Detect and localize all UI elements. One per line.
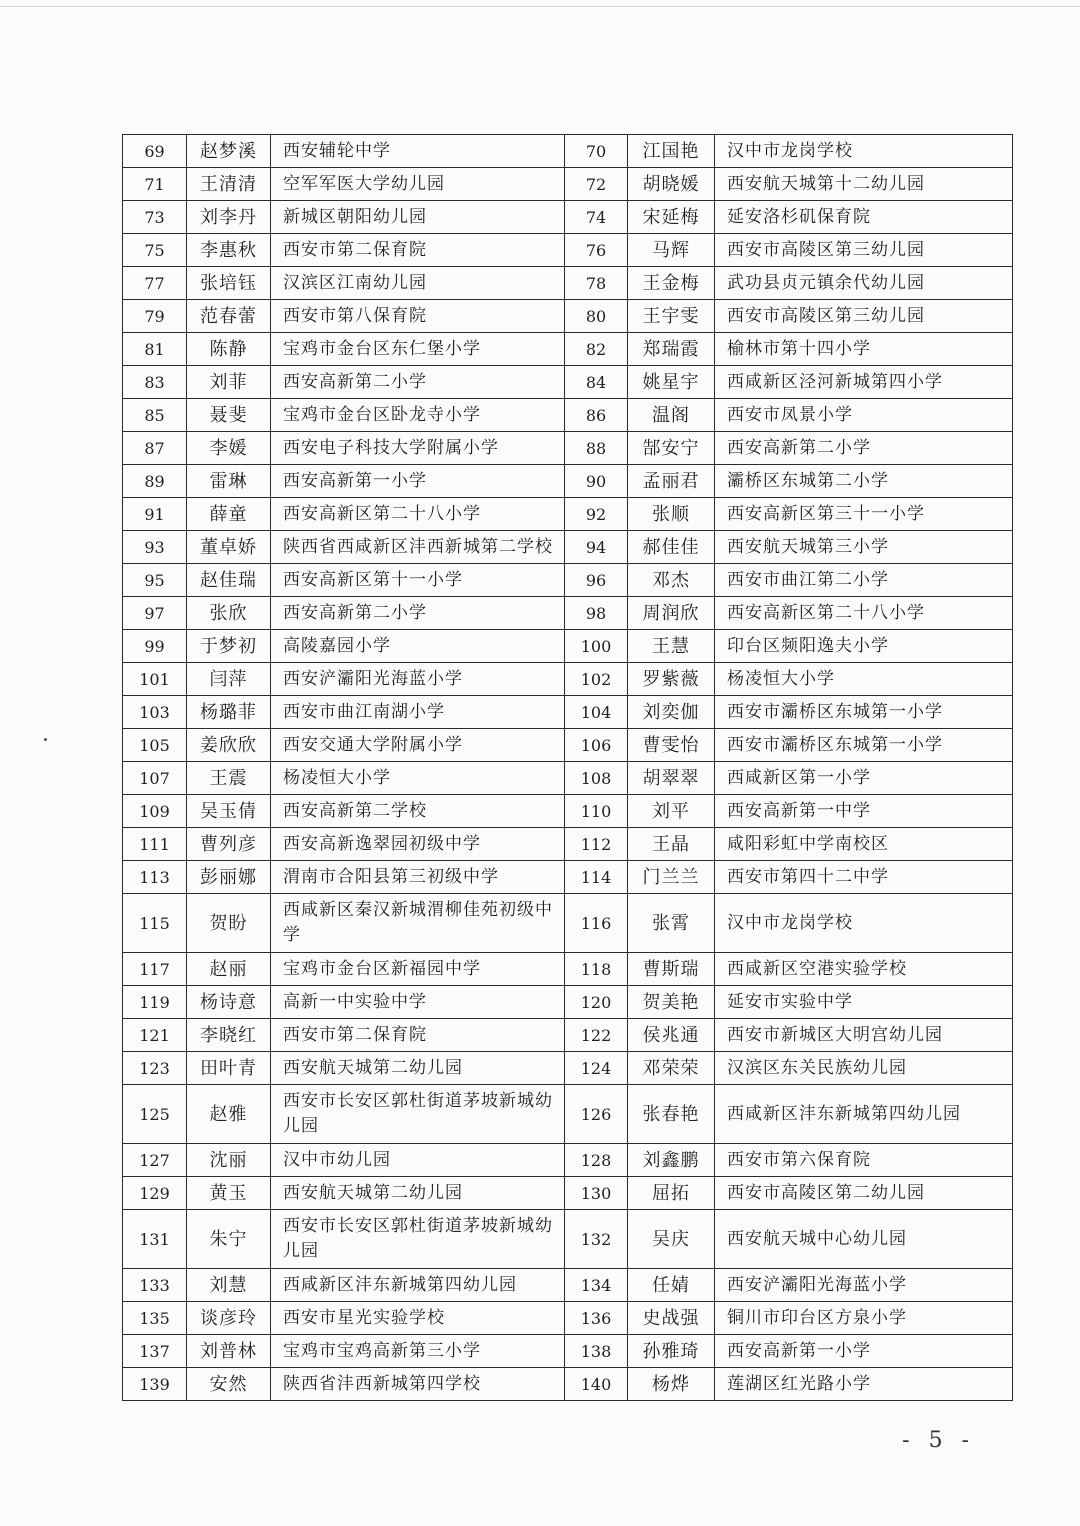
right-serial-cell: 100	[565, 630, 628, 663]
left-serial-cell: 111	[123, 828, 187, 861]
left-organization-cell: 西安航天城第二幼儿园	[271, 1177, 565, 1210]
table-row	[123, 729, 1013, 762]
left-organization-cell: 宝鸡市金台区新福园中学	[271, 953, 565, 986]
right-organization-cell: 西安市高陵区第三幼儿园	[715, 234, 1013, 267]
table-row	[123, 366, 1013, 399]
right-serial-cell: 96	[565, 564, 628, 597]
right-organization-cell: 西咸新区沣东新城第四幼儿园	[715, 1085, 1013, 1144]
table-row	[123, 465, 1013, 498]
left-serial-cell: 103	[123, 696, 187, 729]
left-name-cell: 王清清	[187, 168, 271, 201]
left-name-cell: 安然	[187, 1368, 271, 1401]
roster-table	[122, 134, 1013, 1401]
right-serial-cell: 92	[565, 498, 628, 531]
right-name-cell: 王金梅	[628, 267, 715, 300]
left-name-cell: 赵丽	[187, 953, 271, 986]
left-serial-cell: 115	[123, 894, 187, 953]
right-serial-cell: 126	[565, 1085, 628, 1144]
right-serial-cell: 110	[565, 795, 628, 828]
table-row	[123, 201, 1013, 234]
left-name-cell: 于梦初	[187, 630, 271, 663]
right-serial-cell: 132	[565, 1210, 628, 1269]
left-serial-cell: 71	[123, 168, 187, 201]
left-organization-cell: 西安高新第二小学	[271, 366, 565, 399]
right-name-cell: 邓杰	[628, 564, 715, 597]
table-row	[123, 1019, 1013, 1052]
right-serial-cell: 114	[565, 861, 628, 894]
table-row	[123, 1144, 1013, 1177]
roster-body	[123, 135, 1013, 1401]
table-row	[123, 986, 1013, 1019]
left-name-cell: 吴玉倩	[187, 795, 271, 828]
table-row	[123, 1052, 1013, 1085]
right-name-cell: 江国艳	[628, 135, 715, 168]
right-serial-cell: 134	[565, 1269, 628, 1302]
right-organization-cell: 汉中市龙岗学校	[715, 894, 1013, 953]
right-name-cell: 门兰兰	[628, 861, 715, 894]
left-serial-cell: 75	[123, 234, 187, 267]
table-row	[123, 795, 1013, 828]
left-serial-cell: 93	[123, 531, 187, 564]
left-organization-cell: 西安市星光实验学校	[271, 1302, 565, 1335]
right-serial-cell: 136	[565, 1302, 628, 1335]
right-serial-cell: 128	[565, 1144, 628, 1177]
left-name-cell: 刘普林	[187, 1335, 271, 1368]
left-organization-cell: 汉滨区江南幼儿园	[271, 267, 565, 300]
left-serial-cell: 127	[123, 1144, 187, 1177]
right-serial-cell: 70	[565, 135, 628, 168]
left-organization-cell: 西安市第二保育院	[271, 1019, 565, 1052]
table-row	[123, 630, 1013, 663]
right-name-cell: 宋延梅	[628, 201, 715, 234]
table-row	[123, 1368, 1013, 1401]
table-row	[123, 399, 1013, 432]
left-organization-cell: 陕西省沣西新城第四学校	[271, 1368, 565, 1401]
right-organization-cell: 汉滨区东关民族幼儿园	[715, 1052, 1013, 1085]
left-organization-cell: 西安高新第一小学	[271, 465, 565, 498]
right-organization-cell: 西安高新第一中学	[715, 795, 1013, 828]
right-name-cell: 孟丽君	[628, 465, 715, 498]
left-name-cell: 李惠秋	[187, 234, 271, 267]
right-name-cell: 姚星宇	[628, 366, 715, 399]
right-name-cell: 胡晓媛	[628, 168, 715, 201]
left-organization-cell: 西安高新第二小学	[271, 597, 565, 630]
right-organization-cell: 西安市高陵区第三幼儿园	[715, 300, 1013, 333]
left-organization-cell: 西咸新区秦汉新城渭柳佳苑初级中学	[271, 894, 565, 953]
right-name-cell: 曹斯瑞	[628, 953, 715, 986]
left-name-cell: 赵梦溪	[187, 135, 271, 168]
left-organization-cell: 西安交通大学附属小学	[271, 729, 565, 762]
left-organization-cell: 杨凌恒大小学	[271, 762, 565, 795]
table-row	[123, 135, 1013, 168]
right-serial-cell: 84	[565, 366, 628, 399]
left-serial-cell: 109	[123, 795, 187, 828]
left-serial-cell: 135	[123, 1302, 187, 1335]
left-organization-cell: 西安浐灞阳光海蓝小学	[271, 663, 565, 696]
right-serial-cell: 130	[565, 1177, 628, 1210]
right-name-cell: 贺美艳	[628, 986, 715, 1019]
right-name-cell: 吴庆	[628, 1210, 715, 1269]
left-organization-cell: 新城区朝阳幼儿园	[271, 201, 565, 234]
right-serial-cell: 140	[565, 1368, 628, 1401]
top-divider	[0, 6, 1080, 7]
table-row	[123, 300, 1013, 333]
right-serial-cell: 82	[565, 333, 628, 366]
left-name-cell: 谈彦玲	[187, 1302, 271, 1335]
right-organization-cell: 西咸新区第一小学	[715, 762, 1013, 795]
right-organization-cell: 印台区频阳逸夫小学	[715, 630, 1013, 663]
left-serial-cell: 81	[123, 333, 187, 366]
left-serial-cell: 139	[123, 1368, 187, 1401]
left-name-cell: 曹列彦	[187, 828, 271, 861]
left-organization-cell: 西安辅轮中学	[271, 135, 565, 168]
left-name-cell: 沈丽	[187, 1144, 271, 1177]
right-name-cell: 任婧	[628, 1269, 715, 1302]
right-name-cell: 杨烨	[628, 1368, 715, 1401]
left-serial-cell: 123	[123, 1052, 187, 1085]
left-organization-cell: 高陵嘉园小学	[271, 630, 565, 663]
left-name-cell: 张欣	[187, 597, 271, 630]
left-serial-cell: 95	[123, 564, 187, 597]
left-name-cell: 刘李丹	[187, 201, 271, 234]
left-organization-cell: 陕西省西咸新区沣西新城第二学校	[271, 531, 565, 564]
table-row	[123, 894, 1013, 953]
left-name-cell: 王震	[187, 762, 271, 795]
right-serial-cell: 80	[565, 300, 628, 333]
right-name-cell: 胡翠翠	[628, 762, 715, 795]
left-serial-cell: 137	[123, 1335, 187, 1368]
right-name-cell: 张春艳	[628, 1085, 715, 1144]
table-row	[123, 168, 1013, 201]
left-serial-cell: 83	[123, 366, 187, 399]
table-row	[123, 333, 1013, 366]
left-serial-cell: 89	[123, 465, 187, 498]
right-serial-cell: 118	[565, 953, 628, 986]
left-serial-cell: 77	[123, 267, 187, 300]
left-serial-cell: 133	[123, 1269, 187, 1302]
right-serial-cell: 108	[565, 762, 628, 795]
right-name-cell: 孙雅琦	[628, 1335, 715, 1368]
table-row	[123, 1210, 1013, 1269]
left-organization-cell: 渭南市合阳县第三初级中学	[271, 861, 565, 894]
left-organization-cell: 高新一中实验中学	[271, 986, 565, 1019]
right-organization-cell: 西安高新区第二十八小学	[715, 597, 1013, 630]
right-name-cell: 罗紫薇	[628, 663, 715, 696]
table-row	[123, 498, 1013, 531]
right-name-cell: 马辉	[628, 234, 715, 267]
right-serial-cell: 76	[565, 234, 628, 267]
left-name-cell: 李媛	[187, 432, 271, 465]
right-name-cell: 张霄	[628, 894, 715, 953]
left-serial-cell: 113	[123, 861, 187, 894]
table-row	[123, 1085, 1013, 1144]
left-serial-cell: 69	[123, 135, 187, 168]
page-number: - 5 -	[902, 1428, 975, 1453]
right-organization-cell: 西安市第四十二中学	[715, 861, 1013, 894]
right-name-cell: 史战强	[628, 1302, 715, 1335]
left-serial-cell: 117	[123, 953, 187, 986]
left-organization-cell: 西安高新区第二十八小学	[271, 498, 565, 531]
table-row	[123, 531, 1013, 564]
right-organization-cell: 杨凌恒大小学	[715, 663, 1013, 696]
right-organization-cell: 延安市实验中学	[715, 986, 1013, 1019]
left-name-cell: 雷琳	[187, 465, 271, 498]
table-row	[123, 597, 1013, 630]
right-organization-cell: 西安市灞桥区东城第一小学	[715, 729, 1013, 762]
left-serial-cell: 87	[123, 432, 187, 465]
right-organization-cell: 武功县贞元镇余代幼儿园	[715, 267, 1013, 300]
right-serial-cell: 104	[565, 696, 628, 729]
right-organization-cell: 西安航天城中心幼儿园	[715, 1210, 1013, 1269]
left-organization-cell: 西安航天城第二幼儿园	[271, 1052, 565, 1085]
left-name-cell: 刘慧	[187, 1269, 271, 1302]
right-serial-cell: 72	[565, 168, 628, 201]
right-serial-cell: 112	[565, 828, 628, 861]
right-organization-cell: 西安市凤景小学	[715, 399, 1013, 432]
left-organization-cell: 宝鸡市金台区东仁堡小学	[271, 333, 565, 366]
right-organization-cell: 榆林市第十四小学	[715, 333, 1013, 366]
left-organization-cell: 西安市第二保育院	[271, 234, 565, 267]
right-organization-cell: 灞桥区东城第二小学	[715, 465, 1013, 498]
right-serial-cell: 106	[565, 729, 628, 762]
left-organization-cell: 西安高新区第十一小学	[271, 564, 565, 597]
table-row	[123, 234, 1013, 267]
right-serial-cell: 138	[565, 1335, 628, 1368]
table-row	[123, 762, 1013, 795]
right-name-cell: 温阁	[628, 399, 715, 432]
left-name-cell: 陈静	[187, 333, 271, 366]
left-name-cell: 彭丽娜	[187, 861, 271, 894]
left-serial-cell: 107	[123, 762, 187, 795]
left-name-cell: 黄玉	[187, 1177, 271, 1210]
right-name-cell: 周润欣	[628, 597, 715, 630]
left-organization-cell: 西咸新区沣东新城第四幼儿园	[271, 1269, 565, 1302]
left-serial-cell: 119	[123, 986, 187, 1019]
right-serial-cell: 98	[565, 597, 628, 630]
left-name-cell: 杨诗意	[187, 986, 271, 1019]
left-serial-cell: 121	[123, 1019, 187, 1052]
table-row	[123, 1177, 1013, 1210]
left-name-cell: 刘菲	[187, 366, 271, 399]
left-name-cell: 姜欣欣	[187, 729, 271, 762]
right-name-cell: 刘平	[628, 795, 715, 828]
right-serial-cell: 78	[565, 267, 628, 300]
left-name-cell: 张培钰	[187, 267, 271, 300]
right-name-cell: 屈拓	[628, 1177, 715, 1210]
left-organization-cell: 西安市曲江南湖小学	[271, 696, 565, 729]
right-name-cell: 刘奕伽	[628, 696, 715, 729]
table-row	[123, 564, 1013, 597]
table-row	[123, 663, 1013, 696]
right-serial-cell: 116	[565, 894, 628, 953]
right-serial-cell: 74	[565, 201, 628, 234]
left-name-cell: 李晓红	[187, 1019, 271, 1052]
right-organization-cell: 西安市高陵区第二幼儿园	[715, 1177, 1013, 1210]
left-name-cell: 董卓娇	[187, 531, 271, 564]
left-serial-cell: 99	[123, 630, 187, 663]
right-name-cell: 王慧	[628, 630, 715, 663]
right-name-cell: 王晶	[628, 828, 715, 861]
left-serial-cell: 91	[123, 498, 187, 531]
left-organization-cell: 宝鸡市金台区卧龙寺小学	[271, 399, 565, 432]
right-organization-cell: 铜川市印台区方泉小学	[715, 1302, 1013, 1335]
right-serial-cell: 124	[565, 1052, 628, 1085]
left-name-cell: 赵佳瑞	[187, 564, 271, 597]
right-name-cell: 刘鑫鹏	[628, 1144, 715, 1177]
left-name-cell: 范春蕾	[187, 300, 271, 333]
left-serial-cell: 129	[123, 1177, 187, 1210]
left-organization-cell: 汉中市幼儿园	[271, 1144, 565, 1177]
table-row	[123, 861, 1013, 894]
right-organization-cell: 汉中市龙岗学校	[715, 135, 1013, 168]
right-serial-cell: 90	[565, 465, 628, 498]
left-serial-cell: 105	[123, 729, 187, 762]
table-row	[123, 1302, 1013, 1335]
left-organization-cell: 西安高新第二学校	[271, 795, 565, 828]
left-organization-cell: 西安市长安区郭杜街道茅坡新城幼儿园	[271, 1210, 565, 1269]
right-name-cell: 曹雯怡	[628, 729, 715, 762]
right-serial-cell: 88	[565, 432, 628, 465]
right-serial-cell: 120	[565, 986, 628, 1019]
left-organization-cell: 西安电子科技大学附属小学	[271, 432, 565, 465]
table-row	[123, 696, 1013, 729]
table-row	[123, 267, 1013, 300]
table-row	[123, 432, 1013, 465]
table-row	[123, 1269, 1013, 1302]
right-name-cell: 郑瑞霞	[628, 333, 715, 366]
right-organization-cell: 莲湖区红光路小学	[715, 1368, 1013, 1401]
right-name-cell: 郜安宁	[628, 432, 715, 465]
left-name-cell: 贺盼	[187, 894, 271, 953]
left-name-cell: 聂斐	[187, 399, 271, 432]
left-serial-cell: 101	[123, 663, 187, 696]
right-organization-cell: 西咸新区泾河新城第四小学	[715, 366, 1013, 399]
left-name-cell: 田叶青	[187, 1052, 271, 1085]
left-name-cell: 杨璐菲	[187, 696, 271, 729]
scan-speck	[44, 738, 47, 741]
right-organization-cell: 西安市曲江第二小学	[715, 564, 1013, 597]
right-name-cell: 王宇雯	[628, 300, 715, 333]
right-organization-cell: 西安浐灞阳光海蓝小学	[715, 1269, 1013, 1302]
table-row	[123, 953, 1013, 986]
right-organization-cell: 延安洛杉矶保育院	[715, 201, 1013, 234]
right-name-cell: 郝佳佳	[628, 531, 715, 564]
left-name-cell: 闫萍	[187, 663, 271, 696]
right-organization-cell: 西安高新区第三十一小学	[715, 498, 1013, 531]
right-serial-cell: 94	[565, 531, 628, 564]
right-organization-cell: 咸阳彩虹中学南校区	[715, 828, 1013, 861]
left-name-cell: 薛童	[187, 498, 271, 531]
left-organization-cell: 西安市第八保育院	[271, 300, 565, 333]
right-serial-cell: 102	[565, 663, 628, 696]
left-serial-cell: 97	[123, 597, 187, 630]
left-organization-cell: 西安市长安区郭杜街道茅坡新城幼儿园	[271, 1085, 565, 1144]
left-serial-cell: 79	[123, 300, 187, 333]
right-organization-cell: 西咸新区空港实验学校	[715, 953, 1013, 986]
right-serial-cell: 122	[565, 1019, 628, 1052]
right-name-cell: 邓荣荣	[628, 1052, 715, 1085]
right-serial-cell: 86	[565, 399, 628, 432]
left-organization-cell: 空军军医大学幼儿园	[271, 168, 565, 201]
left-organization-cell: 宝鸡市宝鸡高新第三小学	[271, 1335, 565, 1368]
right-organization-cell: 西安高新第二小学	[715, 432, 1013, 465]
left-serial-cell: 131	[123, 1210, 187, 1269]
left-serial-cell: 73	[123, 201, 187, 234]
right-organization-cell: 西安市新城区大明宫幼儿园	[715, 1019, 1013, 1052]
left-organization-cell: 西安高新逸翠园初级中学	[271, 828, 565, 861]
table-row	[123, 1335, 1013, 1368]
right-organization-cell: 西安航天城第十二幼儿园	[715, 168, 1013, 201]
right-organization-cell: 西安高新第一小学	[715, 1335, 1013, 1368]
right-organization-cell: 西安市第六保育院	[715, 1144, 1013, 1177]
left-serial-cell: 85	[123, 399, 187, 432]
right-organization-cell: 西安市灞桥区东城第一小学	[715, 696, 1013, 729]
right-name-cell: 侯兆通	[628, 1019, 715, 1052]
left-serial-cell: 125	[123, 1085, 187, 1144]
left-name-cell: 朱宁	[187, 1210, 271, 1269]
left-name-cell: 赵雅	[187, 1085, 271, 1144]
table-row	[123, 828, 1013, 861]
right-name-cell: 张顺	[628, 498, 715, 531]
right-organization-cell: 西安航天城第三小学	[715, 531, 1013, 564]
